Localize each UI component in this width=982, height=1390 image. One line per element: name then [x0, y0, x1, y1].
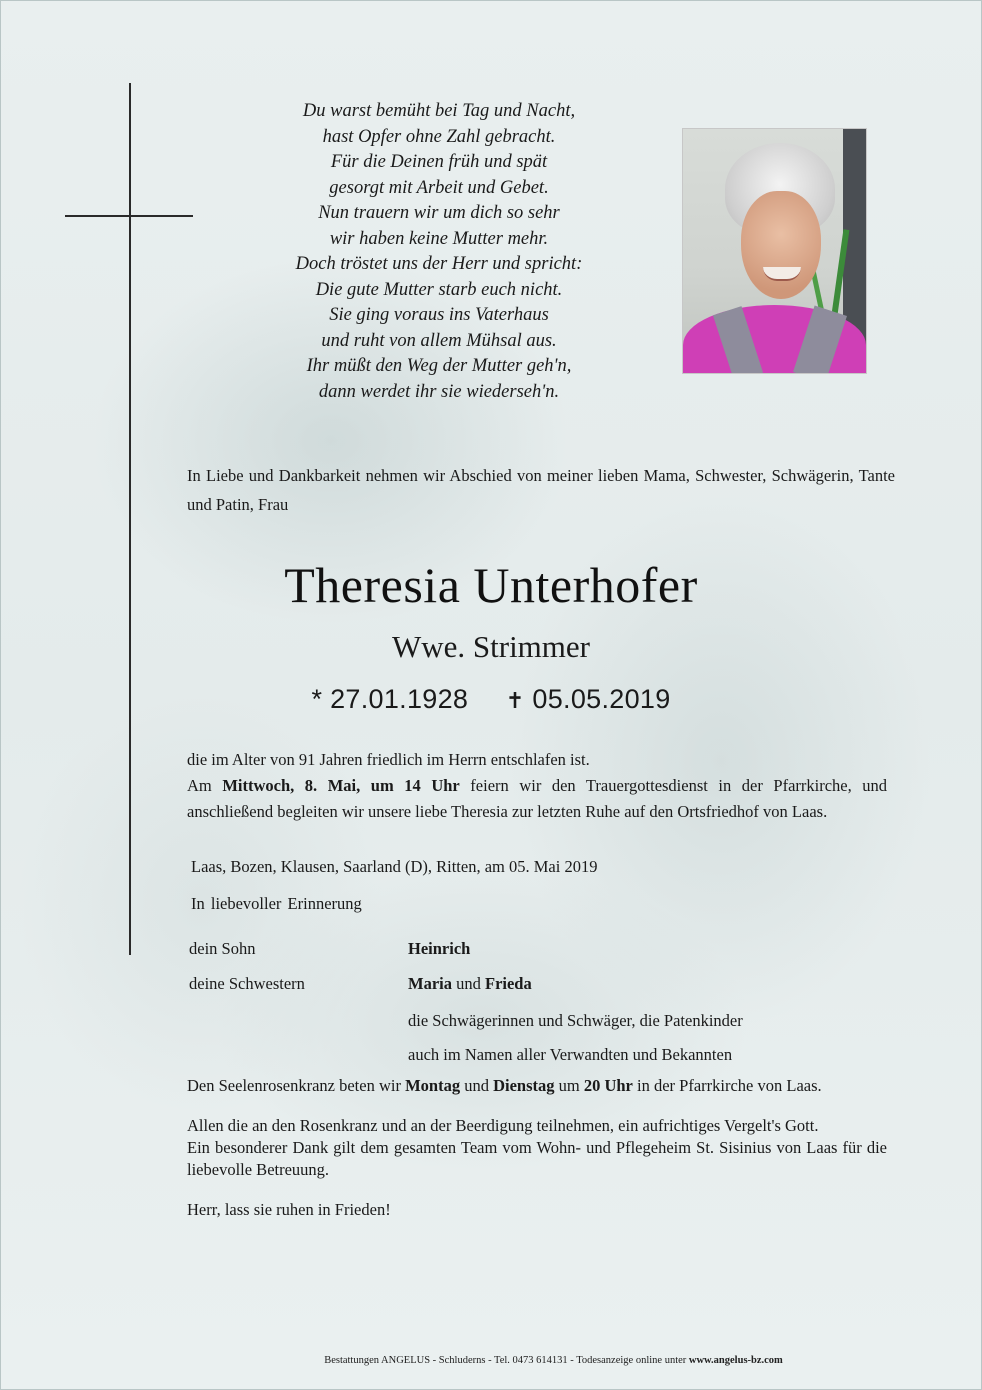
mourner-name: Maria und Frieda	[408, 974, 532, 993]
poem-line: Du warst bemüht bei Tag und Nacht,	[302, 101, 576, 121]
mourner-extra-line: auch im Namen aller Verwandten und Bekannten	[408, 1045, 733, 1064]
poem-line: hast Opfer ohne Zahl gebracht.	[322, 126, 556, 147]
closing-text	[187, 1075, 887, 1239]
intro-paragraph: In Liebe und Dankbarkeit nehmen wir Abschied von meiner lieben Mama, Schwester, Schwägerin, Tante und Patin, Frau	[187, 466, 895, 514]
death-cross-icon: ✝	[505, 689, 525, 714]
footer	[1, 1355, 982, 1366]
poem-line: Sie ging voraus ins Vaterhaus	[329, 305, 549, 325]
widow-name: Wwe. Strimmer	[391, 629, 590, 664]
mourner-row-son	[189, 939, 889, 974]
cross-vertical-bar	[129, 83, 131, 955]
birth-symbol: *	[311, 684, 323, 714]
footer-link[interactable]: www.angelus-bz.com	[688, 1355, 783, 1366]
birth-date: 27.01.1928	[330, 684, 469, 714]
thanks-paragraph: Ein besonderer Dank gilt dem gesamten Team vom Wohn- und Pflegeheim St. Sisinius von Laas für die liebevolle Betreuung.	[187, 1138, 887, 1179]
deceased-name: Theresia Unterhofer	[284, 557, 698, 613]
poem-line: dann werdet ihr sie wiederseh'n.	[318, 381, 560, 402]
footer-text: Bestattungen ANGELUS - Schluderns - Tel. 0473 614131 - Todesanzeige online unter	[324, 1355, 689, 1366]
poem-line: Doch tröstet uns der Herr und spricht:	[295, 254, 583, 274]
service-details	[187, 747, 887, 825]
life-dates	[141, 681, 841, 720]
mourner-extra-line: die Schwägerinnen und Schwäger, die Patenkinder	[408, 1011, 743, 1030]
mourner-name: Heinrich	[408, 939, 471, 958]
place-and-date: Laas, Bozen, Klausen, Saarland (D), Ritten, am 05. Mai 2019	[191, 857, 598, 876]
poem-line: und ruht von allem Mühsal aus.	[321, 330, 557, 351]
mourner-row-sisters	[189, 974, 889, 1009]
funeral-date-time: Mittwoch, 8. Mai, um 14 Uhr	[222, 776, 460, 795]
photo-face	[741, 191, 821, 299]
portrait-photo	[682, 128, 867, 374]
poem-line: Für die Deinen früh und spät	[330, 152, 548, 172]
rosary-paragraph: Den Seelenrosenkranz beten wir Montag und Dienstag um 20 Uhr in der Pfarrkirche von Laas.	[187, 1076, 822, 1095]
funeral-paragraph: Am Mittwoch, 8. Mai, um 14 Uhr feiern wir den Trauergottesdienst in der Pfarrkirche, und anschließend begleiten wir unsere liebe Theresia zur letzten Ruhe auf den Ortsfriedhof von Laas.	[187, 776, 888, 821]
final-blessing: Herr, lass sie ruhen in Frieden!	[187, 1200, 391, 1219]
death-date: 05.05.2019	[532, 684, 671, 714]
mourner-relation: deine Schwestern	[189, 974, 305, 993]
cross-horizontal-bar	[65, 215, 193, 217]
poem-line: Nun trauern wir um dich so sehr	[318, 203, 560, 223]
memorial-poem	[239, 99, 639, 405]
intro-text	[187, 461, 895, 519]
memory-line: In liebevoller Erinnerung	[191, 894, 362, 913]
poem-line: gesorgt mit Arbeit und Gebet.	[329, 177, 549, 198]
poem-line: Ihr müßt den Weg der Mutter geh'n,	[306, 356, 572, 376]
thanks-paragraph: Allen die an den Rosenkranz und an der Beerdigung teilnehmen, ein aufrichtiges Vergelt's Gott.	[187, 1116, 819, 1135]
poem-line: Die gute Mutter starb euch nicht.	[315, 279, 563, 300]
poem-line: wir haben keine Mutter mehr.	[329, 228, 549, 249]
age-line: die im Alter von 91 Jahren friedlich im Herrn entschlafen ist.	[187, 750, 590, 769]
mourner-relation: dein Sohn	[189, 939, 256, 958]
mourners-list	[189, 939, 889, 1009]
